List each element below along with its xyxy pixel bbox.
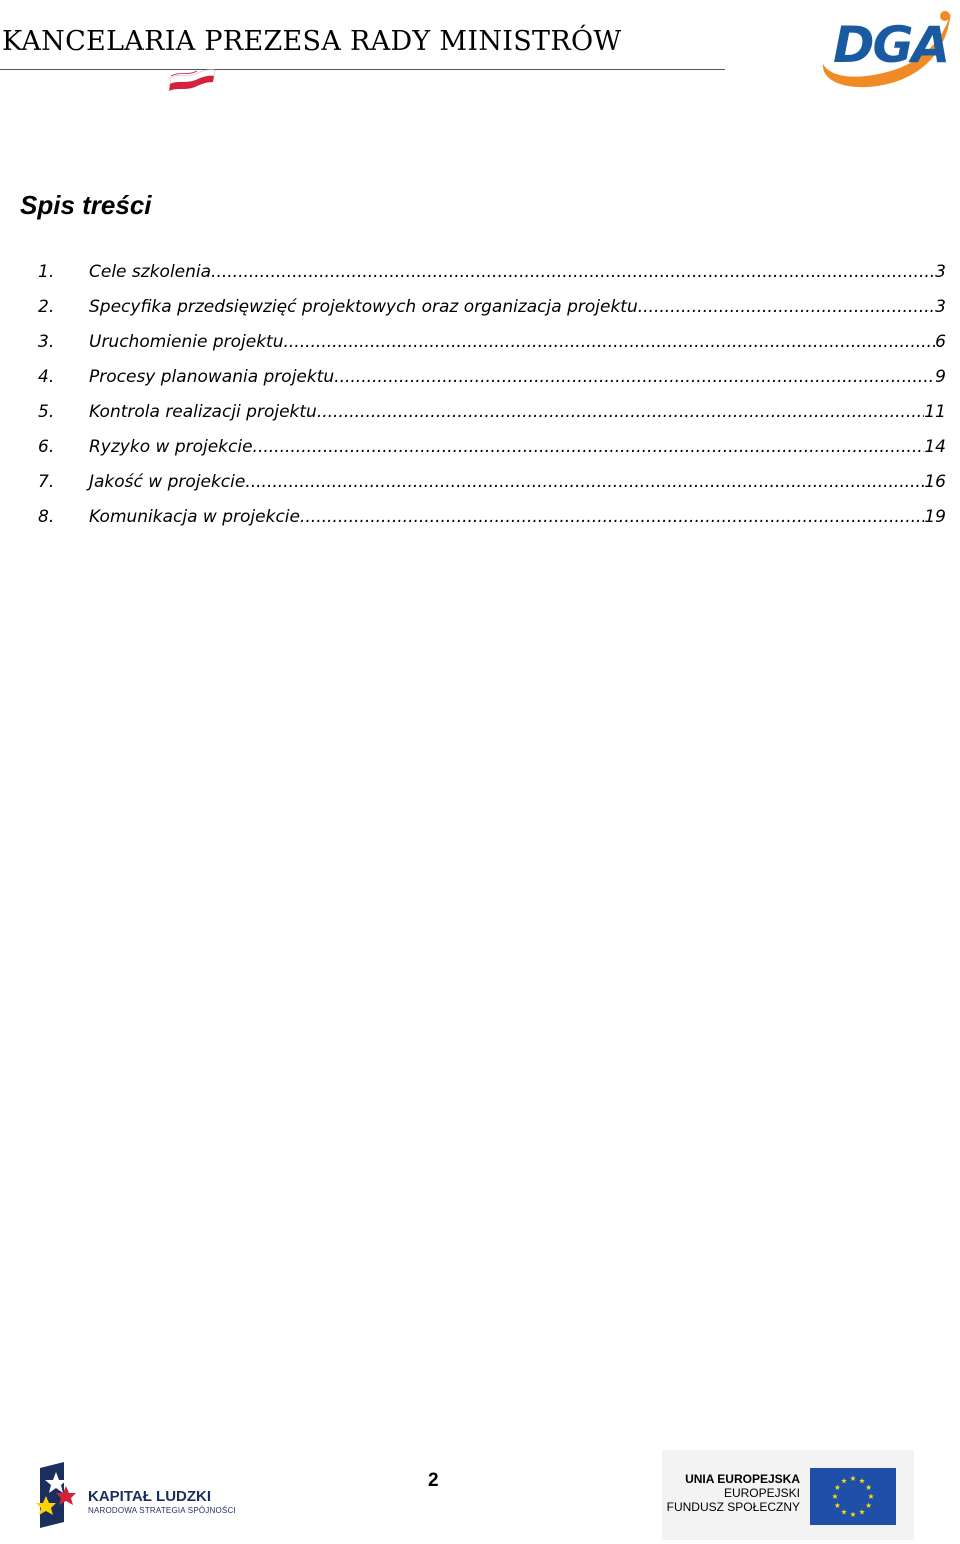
toc-dot-leader [258,437,924,457]
toc-entry-number: 1. [38,262,55,282]
toc-dot-leader [305,507,924,527]
toc-entry-number: 4. [38,367,55,387]
toc-entry-number: 2. [38,297,55,317]
eu-fund-text [667,1472,800,1514]
toc-entry-page: 3 [935,262,946,282]
toc-entry-title: Kontrola realizacji projektu. [89,402,323,422]
dga-logo-text: DGA [833,16,949,74]
toc-dot-leader [322,402,924,422]
toc-entry-number: 8. [38,507,55,527]
dga-logo [815,2,955,94]
polish-flag-logo-icon [166,64,218,94]
toc-entry-title: Procesy planowania projektu. [89,367,340,387]
toc-dot-leader [251,472,925,492]
page-number: 2 [428,1470,439,1491]
toc-heading: Spis treści [20,190,152,220]
eu-flag-icon [810,1468,896,1525]
eu-fund-logo [662,1450,914,1540]
eu-line-2: EUROPEJSKI [723,1486,800,1500]
toc-entry-page: 16 [924,472,946,492]
toc-dot-leader [643,297,935,317]
toc-entry-number: 5. [38,402,55,422]
kapital-ludzki-subtitle: NARODOWA STRATEGIA SPÓJNOŚCI [88,1506,236,1515]
toc-entry-number: 6. [38,437,55,457]
table-of-contents [38,262,946,542]
toc-entry-title: Specyfika przedsięwzięć projektowych oraz organizacja projektu. [89,297,644,317]
toc-entry-page: 6 [935,332,946,352]
toc-entry-title: Cele szkolenia. [89,262,217,282]
eu-line-1: UNIA EUROPEJSKA [685,1472,800,1486]
toc-entry[interactable] [38,437,946,472]
kapital-ludzki-emblem-icon [34,1462,82,1530]
eu-line-3: FUNDUSZ SPOŁECZNY [666,1500,800,1514]
toc-entry[interactable] [38,507,946,542]
toc-entry-page: 19 [924,507,946,527]
toc-entry-page: 11 [924,402,946,422]
toc-entry-title: Komunikacja w projekcie. [89,507,306,527]
toc-dot-leader [289,332,935,352]
toc-entry-page: 3 [935,297,946,317]
kapital-ludzki-logo [34,1462,244,1530]
toc-entry-title: Uruchomienie projektu. [89,332,289,352]
kapital-ludzki-title: KAPITAŁ LUDZKI [88,1488,212,1505]
toc-entry[interactable] [38,297,946,332]
toc-entry-number: 7. [38,472,55,492]
toc-dot-leader [216,262,935,282]
toc-entry[interactable] [38,367,946,402]
toc-entry[interactable] [38,262,946,297]
toc-entry-title: Ryzyko w projekcie. [89,437,258,457]
toc-entry[interactable] [38,332,946,367]
toc-entry-title: Jakość w projekcie. [89,472,251,492]
toc-entry[interactable] [38,472,946,507]
toc-entry[interactable] [38,402,946,437]
toc-entry-page: 14 [924,437,946,457]
header-title: KANCELARIA PREZESA RADY MINISTRÓW [2,26,622,57]
header-divider [0,69,725,70]
toc-dot-leader [340,367,936,387]
toc-entry-number: 3. [38,332,55,352]
toc-entry-page: 9 [935,367,946,387]
